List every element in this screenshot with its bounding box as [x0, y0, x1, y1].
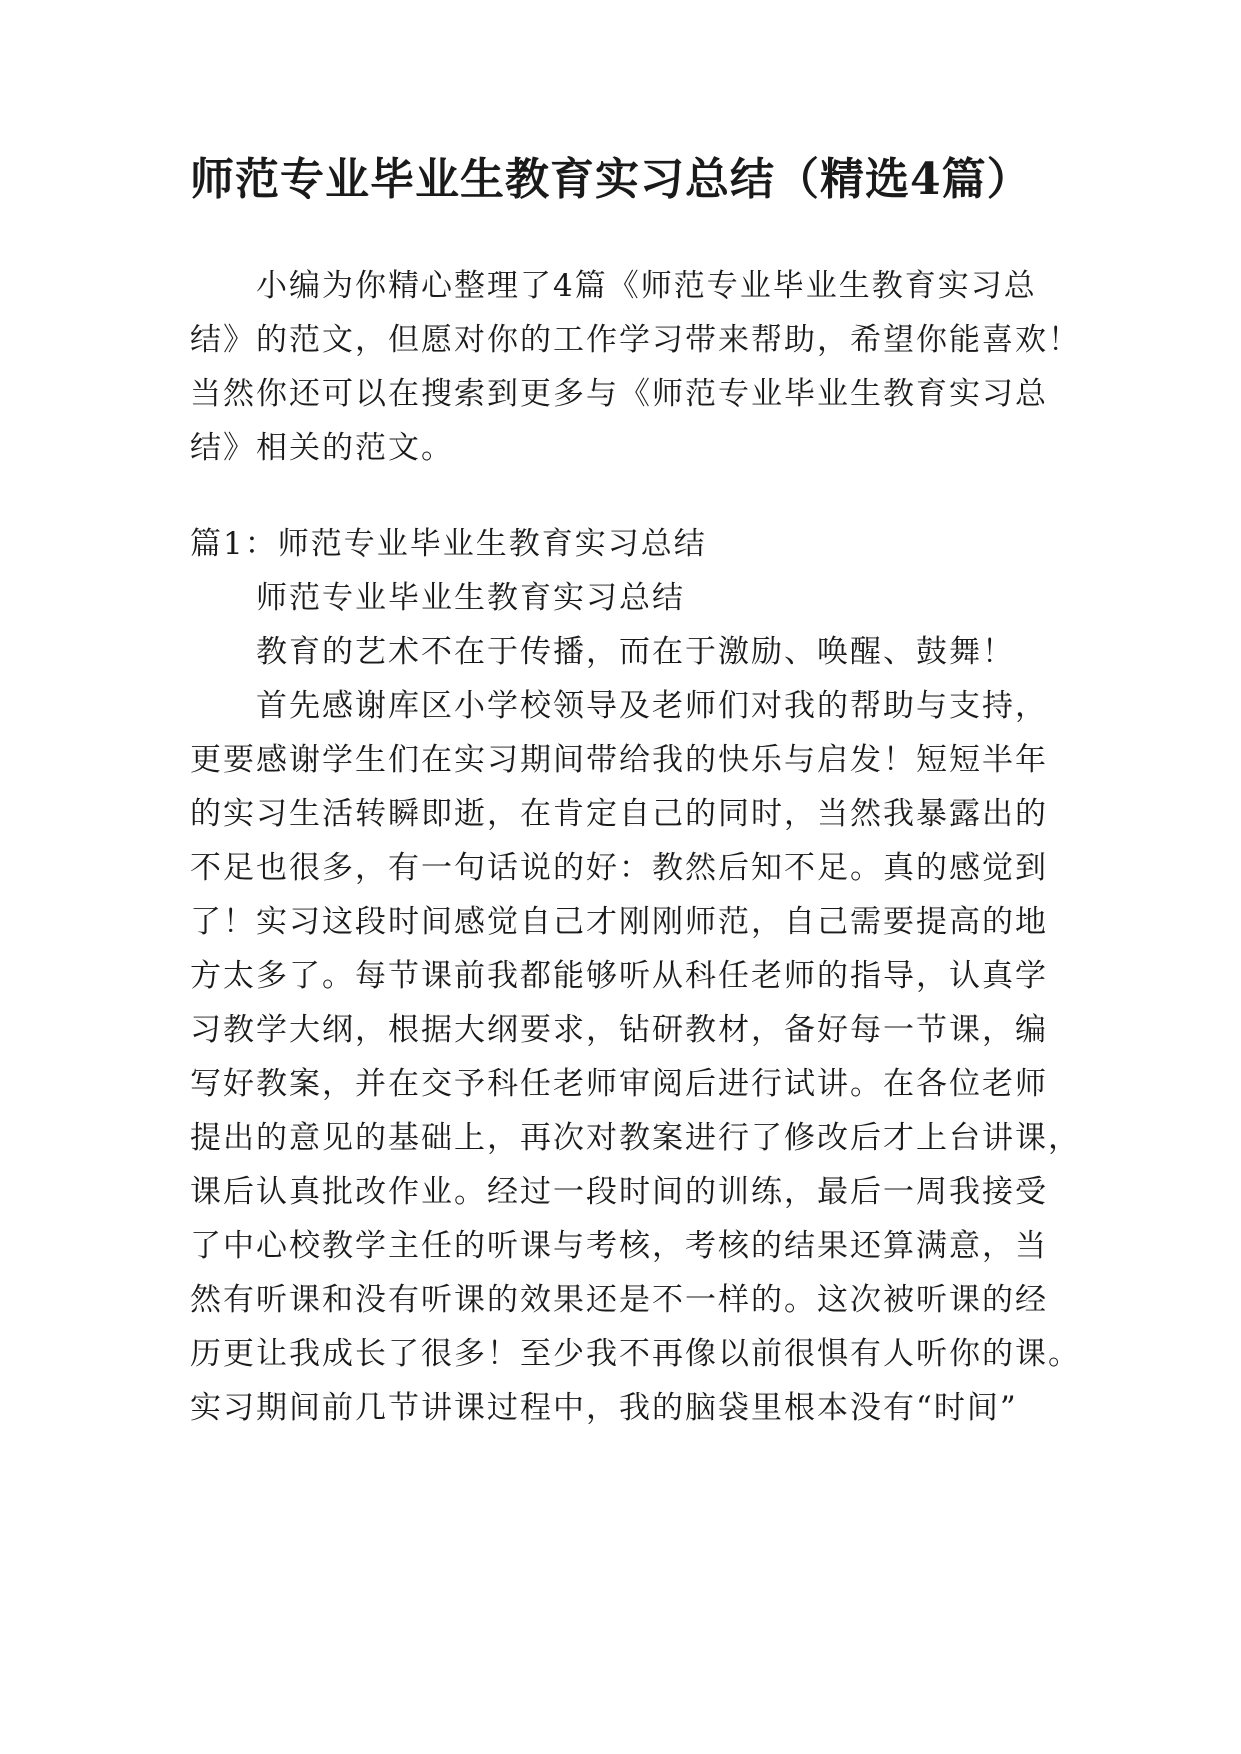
document-title: 师范专业毕业生教育实习总结（精选4篇） [190, 154, 1032, 205]
section-subtitle: 师范专业毕业生教育实习总结 [256, 580, 685, 616]
body-line: 的实习生活转瞬即逝，在肯定自己的同时，当然我暴露出的 [190, 796, 1048, 832]
intro-line: 当然你还可以在搜索到更多与《师范专业毕业生教育实习总 [190, 376, 1048, 412]
body-line: 方太多了。每节课前我都能够听从科任老师的指导，认真学 [190, 958, 1048, 994]
intro-line: 小编为你精心整理了4篇《师范专业毕业生教育实习总 [256, 268, 1037, 304]
intro-line: 结》相关的范文。 [190, 430, 454, 466]
section-heading: 篇1：师范专业毕业生教育实习总结 [190, 526, 707, 562]
body-line: 更要感谢学生们在实习期间带给我的快乐与启发！短短半年 [190, 742, 1048, 778]
body-line: 课后认真批改作业。经过一段时间的训练，最后一周我接受 [190, 1174, 1048, 1210]
body-line: 历更让我成长了很多！至少我不再像以前很惧有人听你的课。 [190, 1336, 1081, 1372]
body-line: 实习期间前几节讲课过程中，我的脑袋里根本没有“时间” [190, 1390, 1018, 1426]
body-line: 了中心校教学主任的听课与考核，考核的结果还算满意，当 [190, 1228, 1048, 1264]
body-line: 不足也很多，有一句话说的好：教然后知不足。真的感觉到 [190, 850, 1048, 886]
body-line: 了！实习这段时间感觉自己才刚刚师范，自己需要提高的地 [190, 904, 1048, 940]
body-line: 然有听课和没有听课的效果还是不一样的。这次被听课的经 [190, 1282, 1048, 1318]
body-line: 首先感谢库区小学校领导及老师们对我的帮助与支持， [256, 688, 1048, 724]
quote-line: 教育的艺术不在于传播，而在于激励、唤醒、鼓舞！ [256, 634, 1015, 670]
intro-line: 结》的范文，但愿对你的工作学习带来帮助，希望你能喜欢！ [190, 322, 1081, 358]
body-line: 写好教案，并在交予科任老师审阅后进行试讲。在各位老师 [190, 1066, 1048, 1102]
body-line: 提出的意见的基础上，再次对教案进行了修改后才上台讲课， [190, 1120, 1081, 1156]
body-line: 习教学大纲，根据大纲要求，钻研教材，备好每一节课，编 [190, 1012, 1048, 1048]
